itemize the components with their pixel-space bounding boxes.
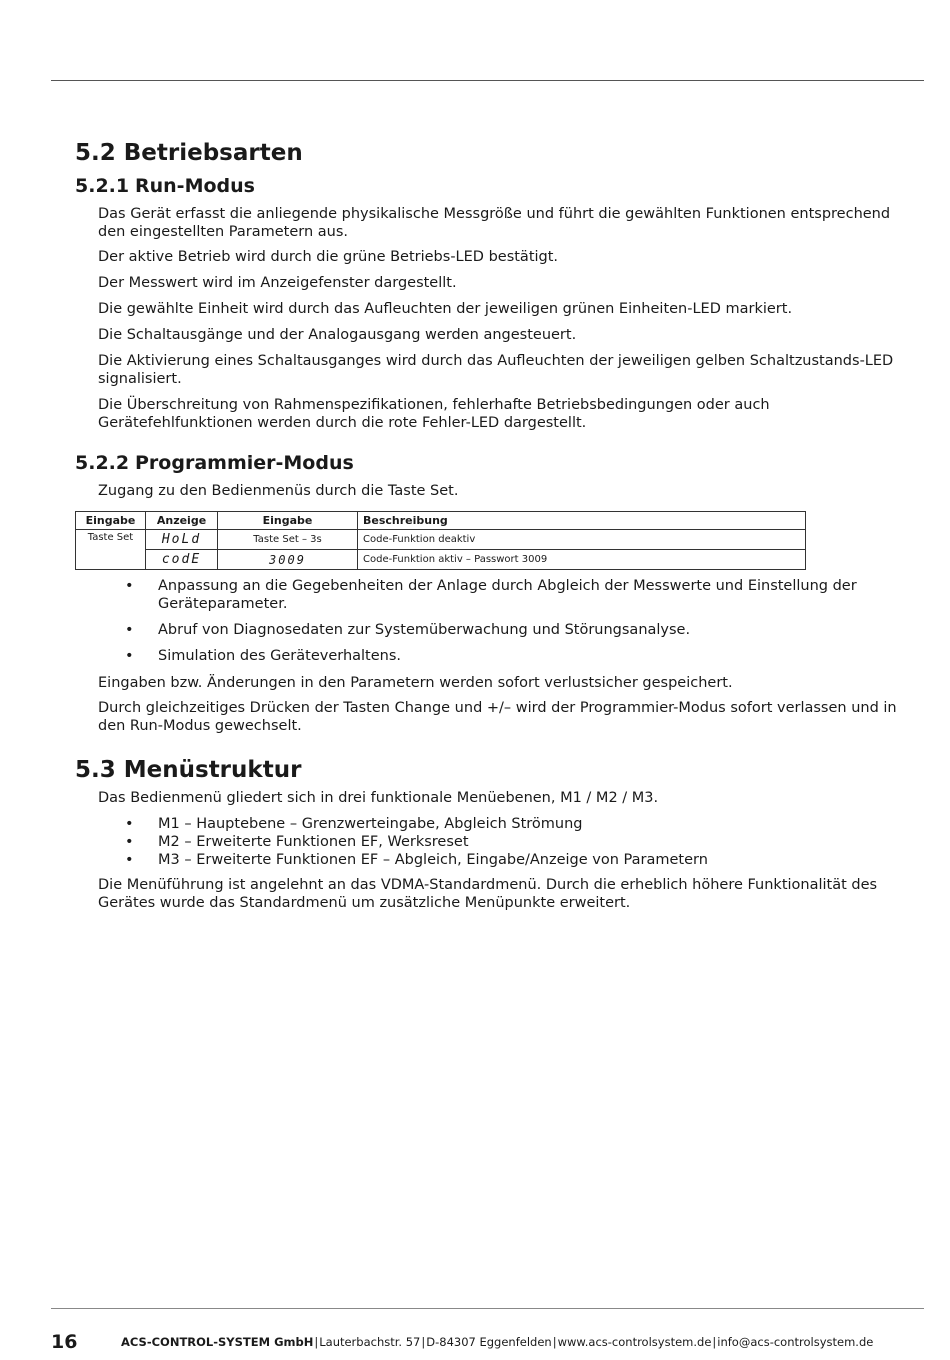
bullet-list <box>98 577 888 665</box>
column-header: Anzeige <box>146 512 218 530</box>
paragraph: Die Menüführung ist angelehnt an das VDMA-Standardmenü. Durch die erheblich höhere Funktionalität des Gerätes wurde das Standardmenü um zusätzliche Menüpunkte erweitert. <box>98 877 878 911</box>
list-item: • M3 – Erweiterte Funktionen EF – Abgleich, Eingabe/Anzeige von Parametern <box>125 852 708 868</box>
section-heading-5-3: 5.3 Menüstruktur <box>75 757 302 783</box>
page-footer <box>51 1331 924 1353</box>
bullet-icon: • <box>125 816 134 832</box>
display-readout: 3009 <box>218 550 358 570</box>
list-item: • M2 – Erweiterte Funktionen EF, Werksreset <box>125 834 469 850</box>
paragraph: Zugang zu den Bedienmenüs durch die Taste Set. <box>98 483 459 499</box>
section-heading-5-2: 5.2 Betriebsarten <box>75 140 303 166</box>
page-number: 16 <box>51 1331 78 1353</box>
display-readout: codE <box>146 550 218 570</box>
footer-rule <box>51 1308 924 1309</box>
bullet-icon: • <box>125 578 134 594</box>
footer-city: D-84307 Eggenfelden <box>426 1335 552 1349</box>
paragraph: Durch gleichzeitiges Drücken der Tasten Change und +/– wird der Programmier-Modus sofort verlassen und in den Run-Modus gewechselt. <box>98 700 897 734</box>
column-header: Eingabe <box>76 512 146 530</box>
footer-email-link[interactable]: info@acs-controlsystem.de <box>717 1335 874 1349</box>
paragraph: Die Überschreitung von Rahmenspezifikationen, fehlerhafte Betriebsbedingungen oder auch Gerätefehlfunktionen werden durch die rote Fehler-LED dargestellt. <box>98 397 770 431</box>
footer-contact: ACS-CONTROL-SYSTEM GmbH|Lauterbachstr. 57|D-84307 Eggenfelden|www.acs-controlsystem.de|info@acs-controlsystem.de <box>121 1335 874 1349</box>
display-readout: HoLd <box>146 530 218 550</box>
table-cell: Code-Funktion aktiv – Passwort 3009 <box>358 550 806 570</box>
paragraph: Eingaben bzw. Änderungen in den Parametern werden sofort verlustsicher gespeichert. <box>98 675 733 691</box>
bullet-icon: • <box>125 852 134 868</box>
header-rule <box>51 80 924 81</box>
code-function-table <box>75 511 806 570</box>
footer-website-link[interactable]: www.acs-controlsystem.de <box>557 1335 712 1349</box>
list-item: • M1 – Hauptebene – Grenzwerteingabe, Abgleich Strömung <box>125 816 583 832</box>
list-item: • Abruf von Diagnosedaten zur Systemüberwachung und Störungsanalyse. <box>125 622 691 638</box>
table-row <box>76 550 806 570</box>
paragraph: Die Aktivierung eines Schaltausganges wird durch das Aufleuchten der jeweiligen gelben Schaltzustands-LED signalisiert. <box>98 353 894 387</box>
bullet-icon: • <box>125 834 134 850</box>
table-header-row <box>76 512 806 530</box>
table-cell: Taste Set – 3s <box>218 530 358 550</box>
paragraph: Der Messwert wird im Anzeigefenster dargestellt. <box>98 275 457 291</box>
bullet-icon: • <box>125 622 134 638</box>
column-header: Eingabe <box>218 512 358 530</box>
column-header: Beschreibung <box>358 512 806 530</box>
paragraph: Das Gerät erfasst die anliegende physikalische Messgröße und führt die gewählten Funktionen entsprechend den eingestellten Parametern aus. <box>98 206 891 240</box>
menu-level-list <box>98 815 888 869</box>
section-heading-5-2-1: 5.2.1 Run-Modus <box>75 175 255 197</box>
paragraph: Die Schaltausgänge und der Analogausgang werden angesteuert. <box>98 327 577 343</box>
section-heading-5-2-2: 5.2.2 Programmier-Modus <box>75 452 354 474</box>
company-name: ACS-CONTROL-SYSTEM GmbH <box>121 1335 314 1349</box>
bullet-icon: • <box>125 648 134 664</box>
list-item: • Anpassung an die Gegebenheiten der Anlage durch Abgleich der Messwerte und Einstellung der Geräteparameter. <box>125 578 857 612</box>
paragraph: Die gewählte Einheit wird durch das Aufleuchten der jeweiligen grünen Einheiten-LED markiert. <box>98 301 793 317</box>
paragraph: Der aktive Betrieb wird durch die grüne Betriebs-LED bestätigt. <box>98 249 559 265</box>
footer-street: Lauterbachstr. 57 <box>319 1335 421 1349</box>
list-item: • Simulation des Geräteverhaltens. <box>125 648 402 664</box>
paragraph: Das Bedienmenü gliedert sich in drei funktionale Menüebenen, M1 / M2 / M3. <box>98 790 659 806</box>
table-cell: Taste Set <box>76 530 146 570</box>
table-cell: Code-Funktion deaktiv <box>358 530 806 550</box>
table-row <box>76 530 806 550</box>
